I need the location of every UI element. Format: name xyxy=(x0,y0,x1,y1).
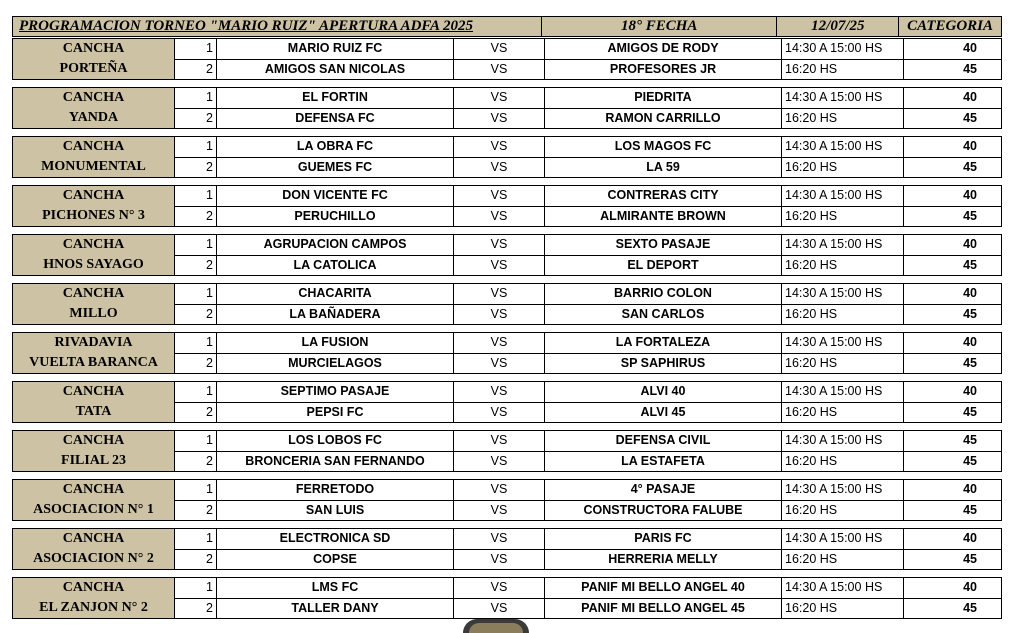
home-team: SEPTIMO PASAJE xyxy=(217,382,454,402)
away-team: PANIF MI BELLO ANGEL 45 xyxy=(545,599,782,619)
home-team: COPSE xyxy=(217,550,454,570)
away-team: LA ESTAFETA xyxy=(545,452,782,472)
match-category: 45 xyxy=(963,404,977,419)
match-rows xyxy=(175,529,1001,569)
match-number: 2 xyxy=(175,403,217,423)
home-team: LMS FC xyxy=(217,578,454,598)
match-category: 40 xyxy=(963,139,977,153)
match-number: 2 xyxy=(175,501,217,521)
versus-label: VS xyxy=(454,39,545,59)
match-row xyxy=(175,529,1001,549)
match-time: 16:20 HS xyxy=(782,158,904,178)
field-block xyxy=(12,381,1002,423)
match-category: 40 xyxy=(963,237,977,251)
away-team: BARRIO COLON xyxy=(545,284,782,304)
match-rows xyxy=(175,333,1001,373)
match-number: 1 xyxy=(175,431,217,451)
field-name-line: VUELTA BARANCA xyxy=(29,355,158,370)
away-team: LA 59 xyxy=(545,158,782,178)
field-name-line: CANCHA xyxy=(62,580,125,595)
field-name-line: CANCHA xyxy=(62,482,125,497)
field-name-line: ASOCIACION N° 1 xyxy=(33,502,154,517)
versus-label: VS xyxy=(454,501,545,521)
match-number: 2 xyxy=(175,109,217,129)
match-rows xyxy=(175,235,1001,275)
match-time: 16:20 HS xyxy=(782,599,904,619)
round-label: 18° FECHA xyxy=(542,17,778,36)
match-category: 40 xyxy=(963,580,977,594)
match-time: 16:20 HS xyxy=(782,354,904,374)
match-row xyxy=(175,186,1001,206)
field-name xyxy=(13,578,175,618)
versus-label: VS xyxy=(454,354,545,374)
field-name xyxy=(13,39,175,79)
match-row xyxy=(175,284,1001,304)
field-name-line: RIVADAVIA xyxy=(54,335,133,350)
away-team: ALVI 45 xyxy=(545,403,782,423)
match-rows xyxy=(175,431,1001,471)
versus-label: VS xyxy=(454,109,545,129)
match-time: 16:20 HS xyxy=(782,305,904,325)
match-row xyxy=(175,382,1001,402)
away-team: AMIGOS DE RODY xyxy=(545,39,782,59)
away-team: SP SAPHIRUS xyxy=(545,354,782,374)
match-time: 16:20 HS xyxy=(782,256,904,276)
match-category: 45 xyxy=(963,355,977,370)
away-team: LA FORTALEZA xyxy=(545,333,782,353)
match-row xyxy=(175,598,1001,619)
versus-label: VS xyxy=(454,284,545,304)
home-team: TALLER DANY xyxy=(217,599,454,619)
match-row xyxy=(175,59,1001,80)
match-category: 45 xyxy=(963,110,977,125)
home-team: PEPSI FC xyxy=(217,403,454,423)
away-team: PIEDRITA xyxy=(545,88,782,108)
match-row xyxy=(175,480,1001,500)
match-number: 2 xyxy=(175,599,217,619)
field-name xyxy=(13,480,175,520)
home-team: MURCIELAGOS xyxy=(217,354,454,374)
match-number: 2 xyxy=(175,452,217,472)
match-rows xyxy=(175,284,1001,324)
field-block xyxy=(12,577,1002,619)
field-name-line: ASOCIACION N° 2 xyxy=(33,551,154,566)
match-number: 2 xyxy=(175,354,217,374)
home-team: GUEMES FC xyxy=(217,158,454,178)
match-time: 16:20 HS xyxy=(782,207,904,227)
field-name-line: MONUMENTAL xyxy=(41,159,146,174)
field-name xyxy=(13,529,175,569)
field-block xyxy=(12,528,1002,570)
field-name-line: FILIAL 23 xyxy=(61,453,126,468)
home-team: AGRUPACION CAMPOS xyxy=(217,235,454,255)
field-name-line: YANDA xyxy=(68,110,119,125)
home-team: SAN LUIS xyxy=(217,501,454,521)
home-team: EL FORTIN xyxy=(217,88,454,108)
versus-label: VS xyxy=(454,60,545,80)
match-time: 14:30 A 15:00 HS xyxy=(782,186,904,206)
match-category: 40 xyxy=(963,335,977,349)
field-block xyxy=(12,38,1002,80)
match-category: 45 xyxy=(963,502,977,517)
schedule-sheet xyxy=(12,16,1002,619)
away-team: ALMIRANTE BROWN xyxy=(545,207,782,227)
match-category: 40 xyxy=(963,41,977,55)
match-time: 16:20 HS xyxy=(782,501,904,521)
field-name-line: CANCHA xyxy=(62,286,125,301)
versus-label: VS xyxy=(454,88,545,108)
home-team: MARIO RUIZ FC xyxy=(217,39,454,59)
away-team: RAMON CARRILLO xyxy=(545,109,782,129)
versus-label: VS xyxy=(454,403,545,423)
versus-label: VS xyxy=(454,207,545,227)
field-name xyxy=(13,186,175,226)
match-number: 1 xyxy=(175,382,217,402)
home-team: LA BAÑADERA xyxy=(217,305,454,325)
versus-label: VS xyxy=(454,452,545,472)
match-category: 40 xyxy=(963,384,977,398)
field-name xyxy=(13,333,175,373)
away-team: SAN CARLOS xyxy=(545,305,782,325)
match-number: 2 xyxy=(175,550,217,570)
field-name xyxy=(13,137,175,177)
field-name-line: PORTEÑA xyxy=(59,61,128,76)
match-time: 14:30 A 15:00 HS xyxy=(782,431,904,451)
field-block xyxy=(12,479,1002,521)
home-team: LOS LOBOS FC xyxy=(217,431,454,451)
match-date: 12/07/25 xyxy=(777,17,899,36)
match-number: 1 xyxy=(175,480,217,500)
match-category: 40 xyxy=(963,286,977,300)
match-rows xyxy=(175,186,1001,226)
match-number: 2 xyxy=(175,305,217,325)
away-team: PROFESORES JR xyxy=(545,60,782,80)
match-number: 1 xyxy=(175,578,217,598)
match-category: 45 xyxy=(963,257,977,272)
field-name-line: CANCHA xyxy=(62,237,125,252)
field-name xyxy=(13,88,175,128)
match-rows xyxy=(175,480,1001,520)
match-time: 14:30 A 15:00 HS xyxy=(782,529,904,549)
field-name xyxy=(13,284,175,324)
match-row xyxy=(175,206,1001,227)
match-number: 1 xyxy=(175,39,217,59)
home-team: LA FUSION xyxy=(217,333,454,353)
home-team: AMIGOS SAN NICOLAS xyxy=(217,60,454,80)
match-number: 1 xyxy=(175,235,217,255)
category-header: CATEGORIA xyxy=(907,18,994,34)
match-row xyxy=(175,549,1001,570)
versus-label: VS xyxy=(454,550,545,570)
tournament-title: PROGRAMACION TORNEO "MARIO RUIZ" APERTURA ADFA 2025 xyxy=(13,17,542,36)
match-category: 45 xyxy=(963,433,977,447)
away-team: DEFENSA CIVIL xyxy=(545,431,782,451)
away-team: EL DEPORT xyxy=(545,256,782,276)
match-row xyxy=(175,431,1001,451)
away-team: CONTRERAS CITY xyxy=(545,186,782,206)
versus-label: VS xyxy=(454,382,545,402)
match-time: 14:30 A 15:00 HS xyxy=(782,235,904,255)
field-name-line: CANCHA xyxy=(62,41,125,56)
versus-label: VS xyxy=(454,431,545,451)
field-name-line: CANCHA xyxy=(62,188,125,203)
match-rows xyxy=(175,88,1001,128)
match-category: 45 xyxy=(963,61,977,76)
field-name-line: MILLO xyxy=(69,306,118,321)
field-name-line: EL ZANJON N° 2 xyxy=(39,600,148,615)
match-category: 40 xyxy=(963,90,977,104)
versus-label: VS xyxy=(454,529,545,549)
match-category: 45 xyxy=(963,208,977,223)
away-team: ALVI 40 xyxy=(545,382,782,402)
away-team: PARIS FC xyxy=(545,529,782,549)
away-team: HERRERIA MELLY xyxy=(545,550,782,570)
field-name-line: TATA xyxy=(75,404,112,419)
field-name-line: CANCHA xyxy=(62,90,125,105)
match-row xyxy=(175,304,1001,325)
match-time: 16:20 HS xyxy=(782,109,904,129)
match-category: 45 xyxy=(963,306,977,321)
versus-label: VS xyxy=(454,480,545,500)
match-time: 14:30 A 15:00 HS xyxy=(782,480,904,500)
match-number: 1 xyxy=(175,284,217,304)
away-team: CONSTRUCTORA FALUBE xyxy=(545,501,782,521)
field-block xyxy=(12,136,1002,178)
away-team: SEXTO PASAJE xyxy=(545,235,782,255)
match-time: 16:20 HS xyxy=(782,60,904,80)
field-block xyxy=(12,430,1002,472)
field-name xyxy=(13,382,175,422)
match-rows xyxy=(175,39,1001,79)
versus-label: VS xyxy=(454,235,545,255)
versus-label: VS xyxy=(454,305,545,325)
field-block xyxy=(12,87,1002,129)
versus-label: VS xyxy=(454,578,545,598)
match-time: 14:30 A 15:00 HS xyxy=(782,333,904,353)
match-time: 14:30 A 15:00 HS xyxy=(782,284,904,304)
match-time: 14:30 A 15:00 HS xyxy=(782,382,904,402)
match-rows xyxy=(175,578,1001,618)
match-rows xyxy=(175,382,1001,422)
home-team: FERRETODO xyxy=(217,480,454,500)
match-row xyxy=(175,235,1001,255)
match-number: 1 xyxy=(175,186,217,206)
match-number: 1 xyxy=(175,529,217,549)
field-name-line: PICHONES N° 3 xyxy=(42,208,145,223)
match-category: 45 xyxy=(963,551,977,566)
home-team: BRONCERIA SAN FERNANDO xyxy=(217,452,454,472)
field-name xyxy=(13,235,175,275)
match-number: 1 xyxy=(175,88,217,108)
match-time: 14:30 A 15:00 HS xyxy=(782,137,904,157)
match-number: 1 xyxy=(175,333,217,353)
match-category: 45 xyxy=(963,159,977,174)
match-time: 14:30 A 15:00 HS xyxy=(782,39,904,59)
logo-seal xyxy=(463,619,529,633)
match-row xyxy=(175,137,1001,157)
home-team: LA OBRA FC xyxy=(217,137,454,157)
match-row xyxy=(175,39,1001,59)
field-name-line: CANCHA xyxy=(62,531,125,546)
versus-label: VS xyxy=(454,186,545,206)
versus-label: VS xyxy=(454,333,545,353)
match-row xyxy=(175,353,1001,374)
versus-label: VS xyxy=(454,599,545,619)
home-team: DON VICENTE FC xyxy=(217,186,454,206)
match-time: 14:30 A 15:00 HS xyxy=(782,88,904,108)
match-row xyxy=(175,500,1001,521)
match-row xyxy=(175,578,1001,598)
field-name-line: CANCHA xyxy=(62,433,125,448)
away-team: LOS MAGOS FC xyxy=(545,137,782,157)
match-category: 40 xyxy=(963,482,977,496)
home-team: ELECTRONICA SD xyxy=(217,529,454,549)
match-row xyxy=(175,255,1001,276)
field-block xyxy=(12,283,1002,325)
match-number: 2 xyxy=(175,158,217,178)
match-row xyxy=(175,451,1001,472)
match-number: 2 xyxy=(175,207,217,227)
match-row xyxy=(175,88,1001,108)
match-rows xyxy=(175,137,1001,177)
home-team: LA CATOLICA xyxy=(217,256,454,276)
match-time: 16:20 HS xyxy=(782,452,904,472)
field-name-line: CANCHA xyxy=(62,139,125,154)
field-blocks xyxy=(12,38,1002,619)
match-category: 45 xyxy=(963,600,977,615)
match-time: 14:30 A 15:00 HS xyxy=(782,578,904,598)
match-row xyxy=(175,108,1001,129)
match-time: 16:20 HS xyxy=(782,550,904,570)
match-time: 16:20 HS xyxy=(782,403,904,423)
away-team: 4° PASAJE xyxy=(545,480,782,500)
field-block xyxy=(12,234,1002,276)
match-number: 2 xyxy=(175,256,217,276)
home-team: PERUCHILLO xyxy=(217,207,454,227)
match-row xyxy=(175,402,1001,423)
field-name xyxy=(13,431,175,471)
match-number: 2 xyxy=(175,60,217,80)
home-team: CHACARITA xyxy=(217,284,454,304)
field-block xyxy=(12,185,1002,227)
versus-label: VS xyxy=(454,256,545,276)
field-name-line: HNOS SAYAGO xyxy=(43,257,144,272)
match-category: 40 xyxy=(963,188,977,202)
field-name-line: CANCHA xyxy=(62,384,125,399)
versus-label: VS xyxy=(454,158,545,178)
versus-label: VS xyxy=(454,137,545,157)
home-team: DEFENSA FC xyxy=(217,109,454,129)
away-team: PANIF MI BELLO ANGEL 40 xyxy=(545,578,782,598)
schedule-header xyxy=(12,16,1002,37)
match-category: 45 xyxy=(963,453,977,468)
match-row xyxy=(175,157,1001,178)
match-category: 40 xyxy=(963,531,977,545)
match-number: 1 xyxy=(175,137,217,157)
match-row xyxy=(175,333,1001,353)
field-block xyxy=(12,332,1002,374)
